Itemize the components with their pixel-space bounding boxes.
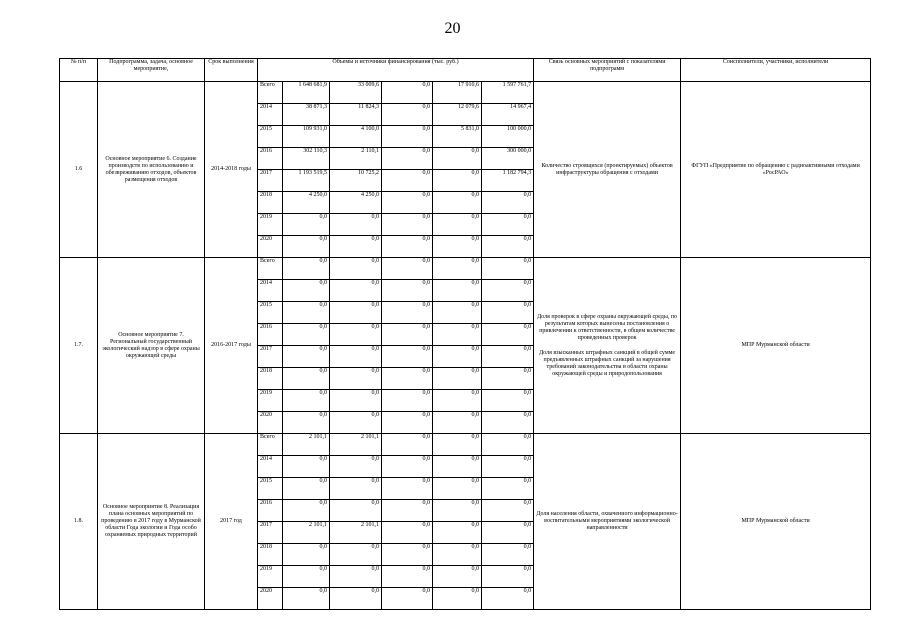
value-cell: 33 009,6	[330, 82, 382, 104]
year-cell: 2019	[258, 390, 283, 412]
value-cell: 10 725,2	[330, 170, 382, 192]
value-cell: 0,0	[382, 82, 433, 104]
year-cell: 2019	[258, 214, 283, 236]
year-cell: Всего	[258, 258, 283, 280]
link-paragraph: Доля проверок в сфере охраны окружающей среды, по результатам которых вынесены постановления о привлечении к ответственности, в общем количестве проведенных проверок	[537, 313, 678, 341]
item-link	[534, 82, 681, 258]
page-number: 20	[444, 20, 461, 37]
value-cell: 0,0	[433, 456, 482, 478]
value-cell: 0,0	[482, 302, 534, 324]
item-executors: МПР Мурманской области	[681, 434, 871, 610]
value-cell: 300 000,0	[482, 148, 534, 170]
value-cell: 0,0	[283, 478, 330, 500]
value-cell: 0,0	[482, 390, 534, 412]
value-cell: 0,0	[382, 368, 433, 390]
value-cell: 12 079,6	[433, 104, 482, 126]
value-cell: 0,0	[433, 522, 482, 544]
value-cell: 0,0	[382, 170, 433, 192]
value-cell: 1 193 519,5	[283, 170, 330, 192]
value-cell: 4 250,0	[330, 192, 382, 214]
year-cell: 2017	[258, 522, 283, 544]
financing-table	[59, 58, 871, 610]
item-link	[534, 258, 681, 434]
year-cell: 2016	[258, 324, 283, 346]
value-cell: 0,0	[433, 302, 482, 324]
item-term: 2016-2017 годы	[205, 258, 258, 434]
value-cell: 2 101,1	[283, 434, 330, 456]
value-cell: 0,0	[433, 500, 482, 522]
value-cell: 0,0	[382, 324, 433, 346]
value-cell: 0,0	[330, 346, 382, 368]
value-cell: 0,0	[382, 566, 433, 588]
year-cell: 2017	[258, 346, 283, 368]
value-cell: 2 110,1	[330, 148, 382, 170]
value-cell: 0,0	[482, 214, 534, 236]
value-cell: 0,0	[433, 566, 482, 588]
value-cell: 0,0	[330, 456, 382, 478]
value-cell: 0,0	[482, 478, 534, 500]
value-cell: 0,0	[433, 588, 482, 610]
value-cell: 0,0	[482, 368, 534, 390]
value-cell: 0,0	[482, 434, 534, 456]
value-cell: 0,0	[330, 478, 382, 500]
link-paragraph: Количество строящихся (проектируемых) объектов инфраструктуры обращения с отходами	[541, 162, 673, 176]
year-cell: 2020	[258, 412, 283, 434]
value-cell: 0,0	[283, 390, 330, 412]
value-cell: 0,0	[330, 280, 382, 302]
item-number: 1.8.	[60, 434, 98, 610]
value-cell: 0,0	[283, 566, 330, 588]
value-cell: 0,0	[433, 368, 482, 390]
header-executors: Соисполнители, участники, исполнители	[681, 59, 871, 82]
value-cell: 4 250,0	[283, 192, 330, 214]
value-cell: 0,0	[330, 324, 382, 346]
item-number: 1.6	[60, 82, 98, 258]
value-cell: 14 967,4	[482, 104, 534, 126]
item-name: Основное мероприятие 8. Реализация плана основных мероприятий по проведению в 2017 году в Мурманской области Года экологии и Года особо охраняемых природных территорий	[98, 434, 205, 610]
item-term: 2017 год	[205, 434, 258, 610]
value-cell: 0,0	[433, 434, 482, 456]
item-executors: МПР Мурманской области	[681, 258, 871, 434]
value-cell: 0,0	[330, 544, 382, 566]
value-cell: 0,0	[283, 236, 330, 258]
year-cell: Всего	[258, 82, 283, 104]
value-cell: 0,0	[482, 412, 534, 434]
table-row	[60, 434, 871, 456]
header-term: Срок выполнения	[205, 59, 258, 82]
value-cell: 0,0	[283, 456, 330, 478]
value-cell: 0,0	[330, 588, 382, 610]
value-cell: 0,0	[283, 500, 330, 522]
value-cell: 0,0	[382, 390, 433, 412]
value-cell: 0,0	[330, 390, 382, 412]
value-cell: 0,0	[330, 236, 382, 258]
item-name: Основное мероприятие 6. Создание производств по использованию и обезвреживанию отходов, объектов размещения отходов	[98, 82, 205, 258]
year-cell: 2015	[258, 478, 283, 500]
value-cell: 0,0	[382, 346, 433, 368]
year-cell: 2015	[258, 126, 283, 148]
link-paragraph: Доля населения области, охваченного информационно-воспитательными мероприятиями экологической направленности	[536, 511, 678, 531]
value-cell: 0,0	[433, 236, 482, 258]
value-cell: 0,0	[482, 346, 534, 368]
value-cell: 0,0	[433, 192, 482, 214]
value-cell: 0,0	[482, 566, 534, 588]
value-cell: 0,0	[382, 214, 433, 236]
header-row	[60, 59, 871, 82]
value-cell: 0,0	[330, 302, 382, 324]
value-cell: 0,0	[283, 280, 330, 302]
value-cell: 0,0	[330, 214, 382, 236]
value-cell: 1 648 681,9	[283, 82, 330, 104]
year-cell: 2017	[258, 170, 283, 192]
value-cell: 0,0	[433, 324, 482, 346]
value-cell: 0,0	[382, 192, 433, 214]
value-cell: 0,0	[382, 588, 433, 610]
year-cell: 2014	[258, 456, 283, 478]
value-cell: 0,0	[382, 148, 433, 170]
value-cell: 1 182 794,3	[482, 170, 534, 192]
value-cell: 0,0	[283, 544, 330, 566]
year-cell: 2014	[258, 104, 283, 126]
value-cell: 2 101,1	[283, 522, 330, 544]
year-cell: 2020	[258, 588, 283, 610]
value-cell: 0,0	[382, 522, 433, 544]
value-cell: 0,0	[330, 258, 382, 280]
value-cell: 5 831,0	[433, 126, 482, 148]
value-cell: 0,0	[382, 434, 433, 456]
value-cell: 0,0	[382, 478, 433, 500]
item-number: 1.7.	[60, 258, 98, 434]
value-cell: 2 101,1	[330, 522, 382, 544]
value-cell: 38 871,3	[283, 104, 330, 126]
value-cell: 0,0	[482, 324, 534, 346]
value-cell: 0,0	[382, 544, 433, 566]
value-cell: 0,0	[330, 500, 382, 522]
table-row	[60, 258, 871, 280]
value-cell: 0,0	[330, 566, 382, 588]
year-cell: 2015	[258, 302, 283, 324]
value-cell: 0,0	[382, 412, 433, 434]
value-cell: 0,0	[382, 456, 433, 478]
link-paragraph: Доля взысканных штрафных санкций в общей сумме предъявленных штрафных санкций за нарушения требований законодательства в области охраны окружающей среды и природопользования	[539, 349, 676, 377]
value-cell: 0,0	[433, 258, 482, 280]
header-financing: Объемы и источники финансирования (тыс. руб.)	[258, 59, 534, 82]
header-name: Подпрограмма, задача, основное мероприятие,	[98, 59, 205, 82]
value-cell: 0,0	[482, 544, 534, 566]
value-cell: 0,0	[482, 192, 534, 214]
value-cell: 0,0	[382, 280, 433, 302]
value-cell: 0,0	[382, 302, 433, 324]
value-cell: 0,0	[382, 258, 433, 280]
value-cell: 17 910,6	[433, 82, 482, 104]
year-cell: 2016	[258, 148, 283, 170]
value-cell: 0,0	[482, 280, 534, 302]
value-cell: 0,0	[283, 368, 330, 390]
value-cell: 0,0	[382, 126, 433, 148]
year-cell: 2020	[258, 236, 283, 258]
table-body	[60, 82, 871, 610]
value-cell: 0,0	[482, 236, 534, 258]
value-cell: 0,0	[482, 456, 534, 478]
value-cell: 0,0	[433, 214, 482, 236]
value-cell: 0,0	[330, 368, 382, 390]
value-cell: 0,0	[283, 302, 330, 324]
value-cell: 0,0	[283, 258, 330, 280]
value-cell: 0,0	[433, 478, 482, 500]
value-cell: 0,0	[482, 258, 534, 280]
item-executors: ФГУП «Предприятие по обращению с радиоактивными отходами «РосРАО»	[681, 82, 871, 258]
year-cell: 2018	[258, 544, 283, 566]
value-cell: 0,0	[433, 280, 482, 302]
value-cell: 0,0	[433, 544, 482, 566]
value-cell: 100 000,0	[482, 126, 534, 148]
value-cell: 4 100,0	[330, 126, 382, 148]
value-cell: 0,0	[283, 588, 330, 610]
table-row	[60, 82, 871, 104]
item-link	[534, 434, 681, 610]
value-cell: 0,0	[382, 500, 433, 522]
header-link: Связь основных мероприятий с показателями подпрограмм	[534, 59, 681, 82]
header-num: № п/п	[60, 59, 98, 82]
year-cell: 2018	[258, 192, 283, 214]
value-cell: 302 110,3	[283, 148, 330, 170]
item-term: 2014-2018 годы	[205, 82, 258, 258]
value-cell: 11 824,3	[330, 104, 382, 126]
item-name: Основное мероприятие 7. Региональный государственный экологический надзор в сфере охраны окружающей среды	[98, 258, 205, 434]
value-cell: 0,0	[382, 236, 433, 258]
value-cell: 0,0	[433, 390, 482, 412]
value-cell: 2 101,1	[330, 434, 382, 456]
value-cell: 0,0	[433, 412, 482, 434]
value-cell: 0,0	[433, 346, 482, 368]
value-cell: 0,0	[482, 588, 534, 610]
value-cell: 0,0	[382, 104, 433, 126]
year-cell: 2014	[258, 280, 283, 302]
year-cell: 2018	[258, 368, 283, 390]
value-cell: 1 597 761,7	[482, 82, 534, 104]
year-cell: 2016	[258, 500, 283, 522]
value-cell: 0,0	[283, 214, 330, 236]
value-cell: 0,0	[283, 412, 330, 434]
value-cell: 0,0	[283, 324, 330, 346]
value-cell: 0,0	[482, 500, 534, 522]
value-cell: 0,0	[482, 522, 534, 544]
year-cell: 2019	[258, 566, 283, 588]
value-cell: 0,0	[433, 170, 482, 192]
paragraph-gap	[536, 342, 678, 350]
value-cell: 109 931,0	[283, 126, 330, 148]
value-cell: 0,0	[330, 412, 382, 434]
value-cell: 0,0	[283, 346, 330, 368]
year-cell: Всего	[258, 434, 283, 456]
value-cell: 0,0	[433, 148, 482, 170]
